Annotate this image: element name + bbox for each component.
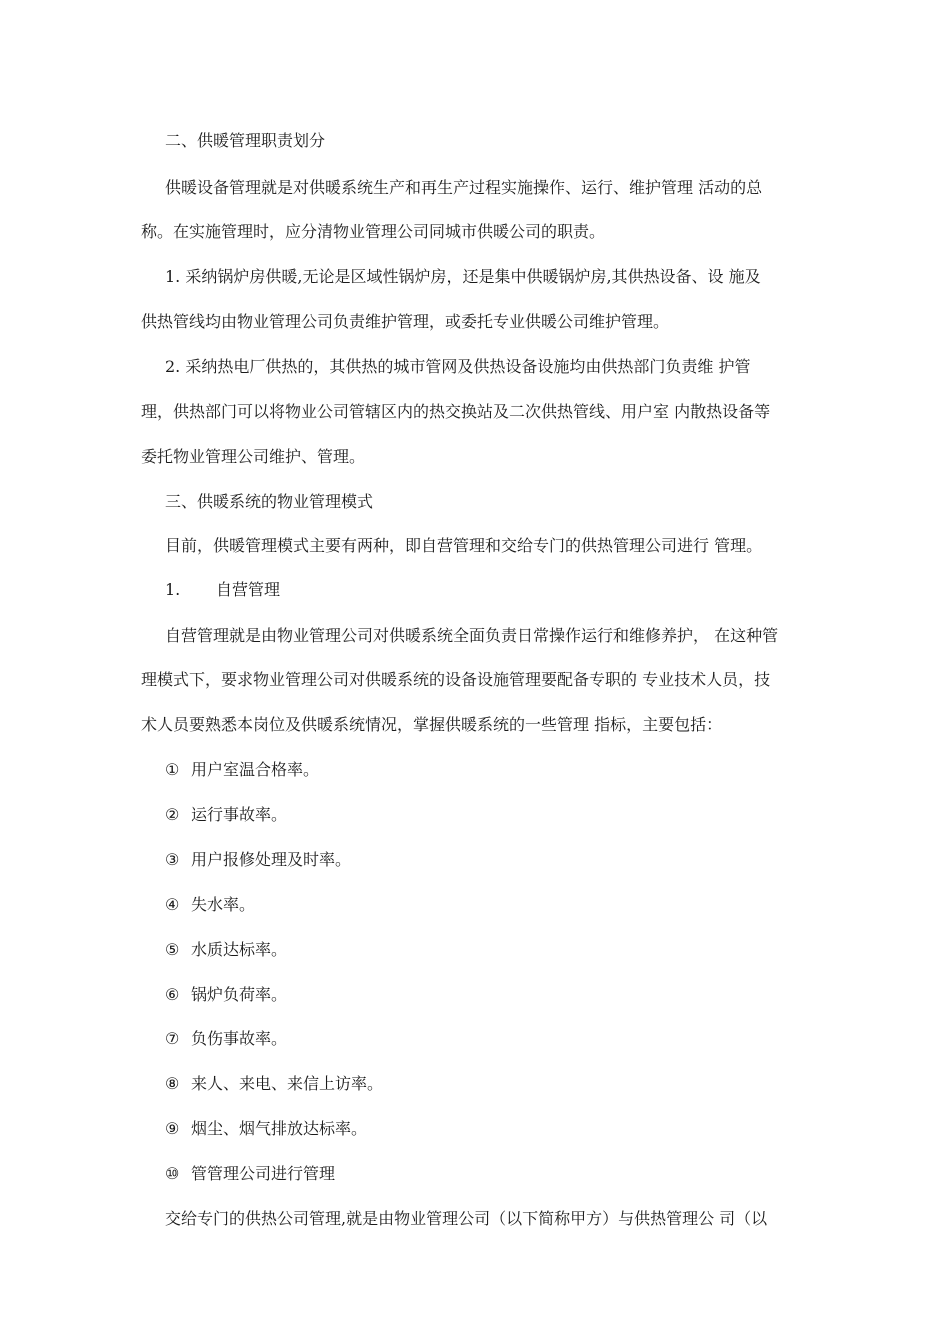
subheading-title: 自营管理 bbox=[216, 580, 281, 599]
paragraph-line: 交给专门的供热公司管理,就是由物业管理公司（以下简称甲方）与供热管理公 司（以 bbox=[165, 1209, 768, 1228]
list-marker: ⑥ bbox=[165, 985, 180, 1004]
list-marker: ③ bbox=[165, 850, 180, 869]
list-marker: ⑩ bbox=[165, 1164, 180, 1183]
paragraph-line: 理，供热部门可以将物业公司管辖区内的热交换站及二次供热管线、用户室 内散热设备等 bbox=[141, 402, 771, 421]
list-item-text: 来人、来电、来信上访率。 bbox=[191, 1074, 384, 1093]
paragraph-line: 供热管线均由物业管理公司负责维护管理，或委托专业供暖公司维护管理。 bbox=[141, 312, 670, 331]
paragraph-line: 理模式下，要求物业管理公司对供暖系统的设备设施管理要配备专职的 专业技术人员，技 bbox=[141, 670, 771, 689]
paragraph-line: 目前，供暖管理模式主要有两种，即自营管理和交给专门的供热管理公司进行 管理。 bbox=[165, 536, 763, 555]
list-item bbox=[0, 1073, 950, 1095]
list-item-text: 烟尘、烟气排放达标率。 bbox=[191, 1119, 368, 1138]
list-item bbox=[0, 894, 950, 916]
list-item-text: 水质达标率。 bbox=[191, 940, 288, 959]
section-heading-2: 二、供暖管理职责划分 bbox=[165, 131, 326, 150]
list-marker: ⑧ bbox=[165, 1074, 180, 1093]
paragraph-line: 2. 采纳热电厂供热的，其供热的城市管网及供热设备设施均由供热部门负责维 护管 bbox=[165, 357, 751, 376]
list-item bbox=[0, 759, 950, 781]
paragraph-line: 1. 采纳锅炉房供暖,无论是区域性锅炉房，还是集中供暖锅炉房,其供热设备、设 施及 bbox=[165, 267, 761, 286]
list-item-text: 锅炉负荷率。 bbox=[191, 985, 288, 1004]
subheading-number: 1. bbox=[165, 580, 181, 599]
paragraph-line: 供暖设备管理就是对供暖系统生产和再生产过程实施操作、运行、维护管理 活动的总 bbox=[165, 178, 763, 197]
list-marker: ④ bbox=[165, 895, 180, 914]
section-heading-3: 三、供暖系统的物业管理模式 bbox=[165, 492, 374, 511]
paragraph-line: 术人员要熟悉本岗位及供暖系统情况，掌握供暖系统的一些管理 指标，主要包括： bbox=[141, 715, 723, 734]
list-marker: ⑦ bbox=[165, 1029, 180, 1048]
list-marker: ⑨ bbox=[165, 1119, 180, 1138]
list-item bbox=[0, 1028, 950, 1050]
list-item-text: 运行事故率。 bbox=[191, 805, 288, 824]
subheading-self-management bbox=[0, 579, 950, 601]
paragraph-line: 委托物业管理公司维护、管理。 bbox=[141, 447, 366, 466]
list-item bbox=[0, 1163, 950, 1185]
list-item-text: 用户室温合格率。 bbox=[191, 760, 320, 779]
list-marker: ① bbox=[165, 760, 180, 779]
paragraph-line: 称。在实施管理时，应分清物业管理公司同城市供暖公司的职责。 bbox=[141, 222, 606, 241]
list-marker: ② bbox=[165, 805, 180, 824]
list-item bbox=[0, 939, 950, 961]
list-item-text: 负伤事故率。 bbox=[191, 1029, 288, 1048]
list-marker: ⑤ bbox=[165, 940, 180, 959]
list-item-text: 失水率。 bbox=[191, 895, 256, 914]
list-item bbox=[0, 804, 950, 826]
list-item-text: 管管理公司进行管理 bbox=[191, 1164, 336, 1183]
list-item bbox=[0, 1118, 950, 1140]
list-item bbox=[0, 984, 950, 1006]
paragraph-line: 自营管理就是由物业管理公司对供暖系统全面负责日常操作运行和维修养护， 在这种管 bbox=[165, 626, 779, 645]
list-item bbox=[0, 849, 950, 871]
list-item-text: 用户报修处理及时率。 bbox=[191, 850, 352, 869]
